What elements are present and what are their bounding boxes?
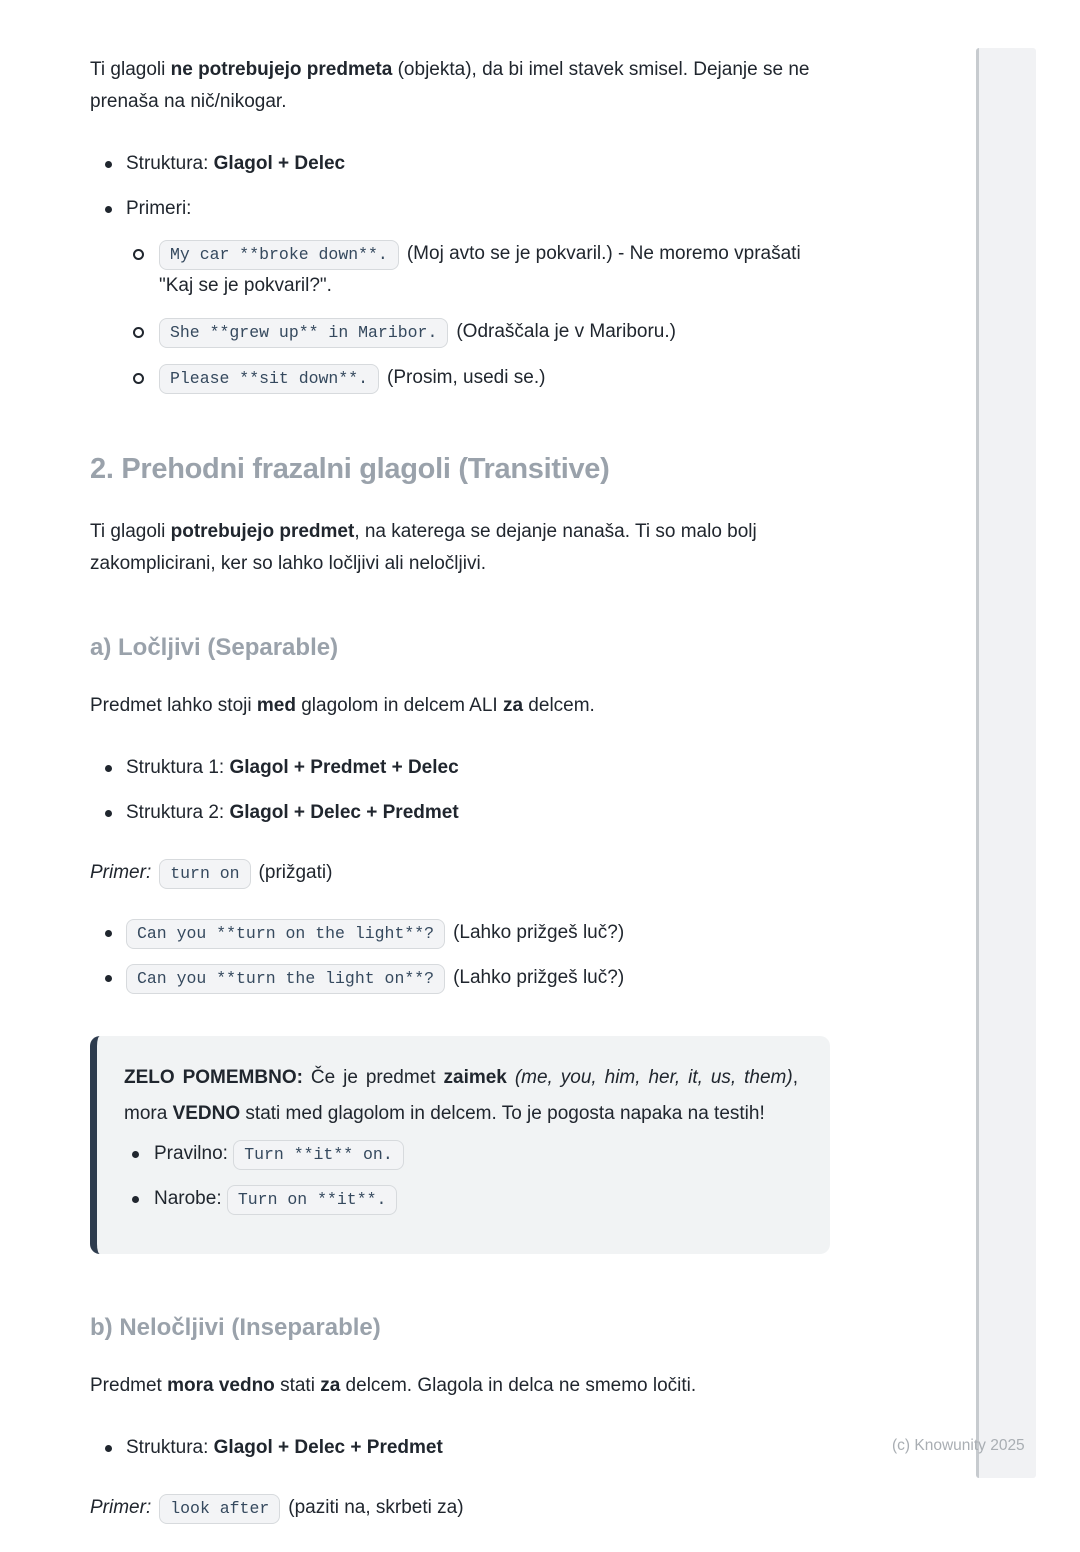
- section-heading-transitive: 2. Prehodni frazalni glagoli (Transitive): [90, 453, 610, 485]
- label-run: Struktura 2:: [126, 802, 230, 823]
- example-item: [90, 917, 830, 949]
- bold-run: potrebujejo predmet: [170, 521, 355, 542]
- code-chip: Can you **turn on the light**?: [126, 919, 445, 949]
- text-run: delcem.: [523, 695, 595, 716]
- callout-item-wrong: [124, 1183, 798, 1215]
- list-item-primeri: [90, 193, 830, 394]
- translation-text: (Moj avto se je pokvaril.) - Ne moremo vprašati "Kaj se je pokvaril?".: [159, 243, 801, 296]
- translation-text: (Lahko prižgeš luč?): [453, 967, 625, 988]
- callout-item-correct: [124, 1138, 798, 1170]
- translation-text: (paziti na, skrbeti za): [288, 1497, 464, 1518]
- transitive-paragraph: [90, 516, 830, 580]
- text-run: , na katerega se dejanje nanaša. Ti so malo bolj zakomplicirani, ker so lahko ločljivi ali neločljivi.: [90, 521, 757, 574]
- bold-run: Glagol + Delec + Predmet: [229, 802, 459, 823]
- code-chip: look after: [159, 1494, 280, 1524]
- label-run: Struktura:: [126, 1437, 214, 1458]
- text-run: Predmet lahko stoji: [90, 695, 257, 716]
- copyright-footer: (c) Knowunity 2025: [892, 1437, 1025, 1454]
- primer-line: [90, 857, 830, 889]
- translation-text: (prižgati): [258, 862, 333, 883]
- label-run: Struktura 1:: [126, 757, 230, 778]
- translation-text: (Prosim, usedi se.): [387, 367, 546, 388]
- inseparable-structure-list: [90, 1432, 830, 1464]
- code-chip: Turn **it** on.: [233, 1140, 404, 1170]
- intransitive-list: [90, 148, 830, 394]
- scrollbar-track[interactable]: [976, 48, 1036, 1478]
- subsection-heading-inseparable: b) Neločljivi (Inseparable): [90, 1314, 381, 1341]
- text-run: glagolom in delcem ALI: [295, 695, 503, 716]
- intro-paragraph: [90, 54, 830, 118]
- text-run: delcem. Glagola in delca ne smemo ločiti.: [340, 1375, 697, 1396]
- text-run: Ti glagoli: [90, 59, 171, 80]
- italic-run: (me, you, him, her, it, us, them): [514, 1067, 793, 1088]
- bold-run: VEDNO: [172, 1103, 241, 1124]
- list-item-struktura-1: [90, 752, 830, 784]
- list-item-struktura: [90, 148, 830, 180]
- text-run: [507, 1067, 515, 1088]
- bold-run: med: [256, 695, 296, 716]
- label-run: Struktura:: [126, 153, 214, 174]
- text-run: stati: [274, 1375, 321, 1396]
- separable-paragraph: [90, 690, 830, 722]
- separable-structure-list: [90, 752, 830, 829]
- primer-label: Primer:: [90, 862, 152, 883]
- list-item-struktura-2: [90, 797, 830, 829]
- label-run: Primeri:: [126, 198, 192, 219]
- primer-label: Primer:: [90, 1497, 152, 1518]
- bold-run: Glagol + Delec: [213, 153, 346, 174]
- examples-sublist: [126, 238, 830, 394]
- bold-run: mora vedno: [167, 1375, 275, 1396]
- translation-text: (Lahko prižgeš luč?): [453, 922, 625, 943]
- important-callout: [90, 1036, 830, 1254]
- subsection-heading-separable: a) Ločljivi (Separable): [90, 634, 339, 661]
- code-chip: turn on: [159, 859, 250, 889]
- separable-examples-list: [90, 917, 830, 994]
- bold-run: Glagol + Predmet + Delec: [229, 757, 459, 778]
- example-item: [126, 362, 830, 394]
- code-chip: Can you **turn the light on**?: [126, 964, 445, 994]
- code-chip: She **grew up** in Maribor.: [159, 318, 448, 348]
- bold-run: ne potrebujejo predmeta: [170, 59, 393, 80]
- code-chip: Please **sit down**.: [159, 364, 379, 394]
- list-item-struktura: [90, 1432, 830, 1464]
- example-item: [126, 316, 830, 348]
- translation-text: (Odraščala je v Mariboru.): [456, 321, 676, 342]
- text-run: (objekta), da bi imel stavek smisel. Dejanje se ne prenaša na nič/nikogar.: [90, 59, 810, 112]
- callout-list: [124, 1138, 798, 1215]
- bold-run: ZELO POMEMBNO:: [124, 1067, 303, 1088]
- inseparable-paragraph: [90, 1370, 830, 1402]
- label-run: Pravilno:: [154, 1143, 234, 1164]
- bold-run: zaimek: [443, 1067, 507, 1088]
- text-run: stati med glagolom in delcem. To je pogosta napaka na testih!: [240, 1103, 765, 1124]
- bold-run: za: [502, 695, 524, 716]
- text-run: , mora: [124, 1067, 798, 1124]
- primer-line: [90, 1492, 830, 1524]
- text-run: Predmet: [90, 1375, 168, 1396]
- bold-run: za: [320, 1375, 341, 1396]
- notes-content: [90, 54, 830, 1552]
- example-item: [126, 238, 830, 302]
- example-item: [90, 962, 830, 994]
- text-run: Ti glagoli: [90, 521, 171, 542]
- callout-paragraph: [124, 1060, 798, 1132]
- label-run: Narobe:: [154, 1188, 227, 1209]
- code-chip: Turn on **it**.: [227, 1185, 398, 1215]
- bold-run: Glagol + Delec + Predmet: [213, 1437, 443, 1458]
- text-run: Če je predmet: [302, 1067, 444, 1088]
- code-chip: My car **broke down**.: [159, 240, 399, 270]
